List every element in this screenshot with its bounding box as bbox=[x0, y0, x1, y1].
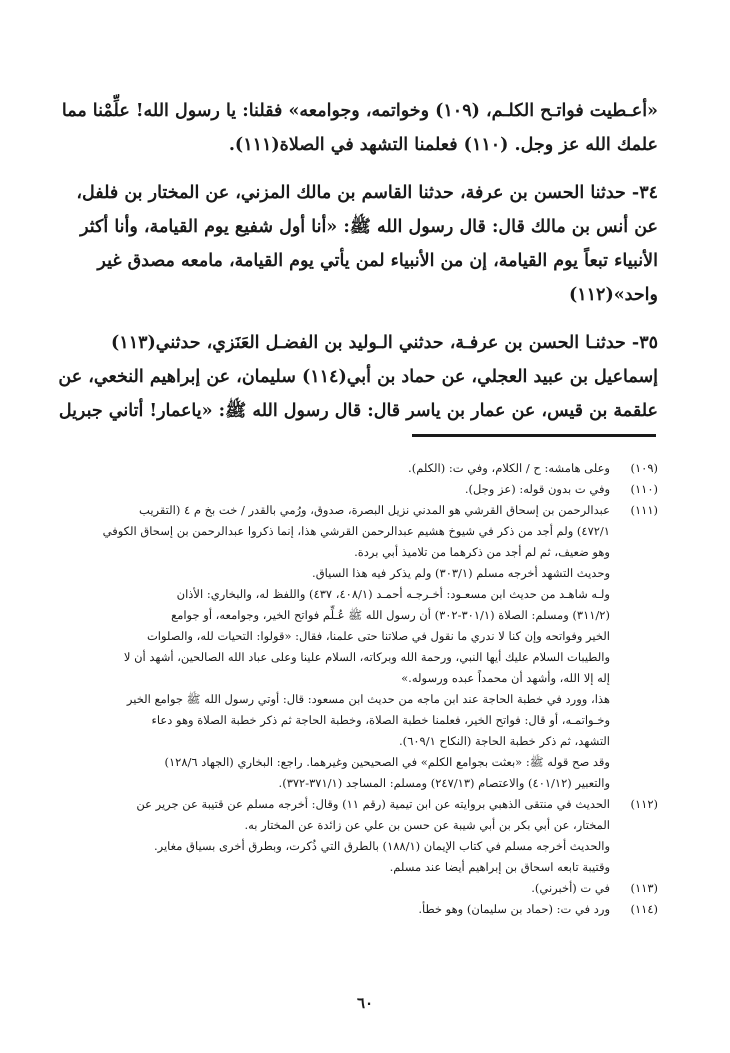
text-line: الأنبياء تبعاً يوم القيامة، إن من الأنبياء لمن يأتي يوم القيامة، مامعه مصدق غير bbox=[97, 251, 658, 271]
footnote-line: وهو ضعيف، ثم لم أجد من ذكرهما من تلاميذ أبي بردة. bbox=[354, 545, 610, 559]
footnote-line: وقد صح قوله ﷺ: «بعثت بجوامع الكلم» في الصحيحين وغيرهما. راجع: البخاري (الجهاد ١٢٨/٦) bbox=[164, 755, 610, 769]
paragraph-hadith-33-end bbox=[61, 94, 658, 162]
page-number: ٦٠ bbox=[356, 994, 374, 1012]
footnote-line: ٤٧٢/١) ولم أجد من ذكر في شيوخ هشيم عبدالرحمن القرشي هذا، إنما ذكروا عبدالرحمن بن إسحاق الكوفي bbox=[102, 524, 610, 538]
footnote-112 bbox=[82, 794, 658, 878]
footnote-line: والتعبير (٤٠١/١٢) والاعتصام (٢٤٧/١٣) ومسلم: المساجد (٣٧١/١-٣٧٢). bbox=[278, 776, 610, 790]
footnote-line: والحديث أخرجه مسلم في كتاب الإيمان (١٨٨/١) بالطرق التي ذُكرت، وبطرق أخرى بسياق مغاير. bbox=[153, 839, 610, 853]
footnote-110 bbox=[82, 479, 658, 500]
footnote-number: (١١١) bbox=[630, 503, 658, 517]
footnote-number: (١١٢) bbox=[630, 797, 658, 811]
footnote-line: وحديث التشهد أخرجه مسلم (٣٠٣/١) ولم يذكر فيه هذا السياق. bbox=[312, 566, 610, 580]
text-line: إسماعيل بن عبيد العجلي، عن حماد بن أبي(١١٤) سليمان، عن إبراهيم النخعي، عن bbox=[58, 367, 658, 387]
footnote-number: (١٠٩) bbox=[630, 461, 658, 475]
footnote-separator bbox=[412, 434, 656, 437]
footnote-line: والطيبات السلام عليك أيها النبي، ورحمة الله وبركاته، السلام علينا وعلى عباد الله الصالحين، أشهد أن لا bbox=[123, 650, 610, 664]
text-line: علقمة بن قيس، عن عمار بن ياسر قال: قال رسول الله ﷺ: «ياعمار! أتاني جبريل bbox=[58, 401, 658, 421]
footnote-114 bbox=[82, 899, 658, 920]
text-line: علمك الله عز وجل. (١١٠) فعلمنا التشهد في الصلاة(١١١). bbox=[228, 135, 658, 155]
footnote-line: الخير وفواتحه وإن كنا لا ندري ما نقول في صلاتنا حتى علمنا، فقال: «قولوا: التحيات لله، والصلوات bbox=[146, 629, 610, 643]
footnote-text bbox=[82, 479, 610, 500]
footnote-number: (١١٠) bbox=[630, 482, 658, 496]
footnote-text bbox=[82, 899, 610, 920]
footnote-111 bbox=[82, 500, 658, 794]
footnote-line: المختار، عن أبي بكر بن أبي شيبة عن حسن بن علي عن زائدة عن المختار به. bbox=[244, 818, 610, 832]
paragraph-hadith-35 bbox=[58, 326, 658, 428]
footnote-line: هذا، وورد في خطبة الحاجة عند ابن ماجه من حديث ابن مسعود: قال: أوتي رسول الله ﷺ جوامع الخير bbox=[126, 692, 610, 706]
text-line: واحد»(١١٢) bbox=[568, 285, 658, 305]
footnote-text bbox=[82, 458, 610, 479]
text-line: عن أنس بن مالك قال: قال رسول الله ﷺ: «أنا أول شفيع يوم القيامة، وأنا أكثر bbox=[80, 217, 658, 237]
paragraph-hadith-34 bbox=[76, 176, 658, 312]
text-line: ٣٥- حدثنـا الحسن بن عرفـة، حدثني الـوليد بن الفضـل العَنَزي، حدثني(١١٣) bbox=[111, 333, 658, 353]
footnote-line: ورد في ت: (حماد بن سليمان) وهو خطأ. bbox=[418, 902, 610, 916]
footnote-line: وفي ت بدون قوله: (عز وجل). bbox=[464, 482, 610, 496]
text-line: ٣٤- حدثنا الحسن بن عرفة، حدثنا القاسم بن مالك المزني، عن المختار بن فلفل، bbox=[76, 183, 658, 203]
footnote-line: الحديث في منتقى الذهبي بروايته عن ابن تيمية (رقم ١١) وقال: أخرجه مسلم عن قتيبة عن جرير عن bbox=[136, 797, 610, 811]
footnote-text bbox=[82, 878, 610, 899]
footnote-text bbox=[82, 794, 610, 878]
text-line: «أعـطيت فواتـح الكلـم، (١٠٩) وخواتمه، وجوامعه» فقلنا: يا رسول الله! علِّمْنا مما bbox=[61, 101, 658, 121]
footnote-113 bbox=[82, 878, 658, 899]
footnote-text bbox=[82, 500, 610, 794]
footnote-line: ولـه شاهـد من حديث ابن مسعـود: أخـرجـه أحمـد (٤٠٨/١، ٤٣٧) واللفظ له، والبخاري: الأذان bbox=[176, 587, 610, 601]
footnote-line: في ت (أخبرني). bbox=[531, 881, 610, 895]
footnote-line: وعلى هامشه: ح / الكلام، وفي ت: (الكلم). bbox=[408, 461, 610, 475]
footnote-number: (١١٣) bbox=[630, 881, 658, 895]
main-text bbox=[58, 94, 658, 442]
footnote-line: (٣١١/٢) ومسلم: الصلاة (٣٠١/١-٣٠٢) أن رسول الله ﷺ عُـلِّم فواتح الخير، وجوامعه، أو جوامع bbox=[171, 608, 610, 622]
footnote-line: عبدالرحمن بن إسحاق القرشي هو المدني نزيل البصرة، صدوق، ورُمي بالقدر / خت بخ م ٤ (التقريب bbox=[139, 503, 610, 517]
footnotes bbox=[82, 458, 658, 920]
footnote-line: التشهد، ثم ذكر خطبة الحاجة (النكاح ٦٠٩/١). bbox=[399, 734, 610, 748]
footnote-number: (١١٤) bbox=[630, 902, 658, 916]
footnote-line: إله إلا الله، وأشهد أن محمداً عبده ورسوله.» bbox=[401, 671, 610, 685]
footnote-109 bbox=[82, 458, 658, 479]
footnote-line: وقتيبة تابعه اسحاق بن إبراهيم أيضا عند مسلم. bbox=[389, 860, 610, 874]
footnote-line: وخـواتمـه، أو قال: فواتح الخير، فعلمنا خطبة الصلاة، وخطبة الحاجة ثم ذكر خطبة الصلاة وهو دعاء bbox=[151, 713, 610, 727]
